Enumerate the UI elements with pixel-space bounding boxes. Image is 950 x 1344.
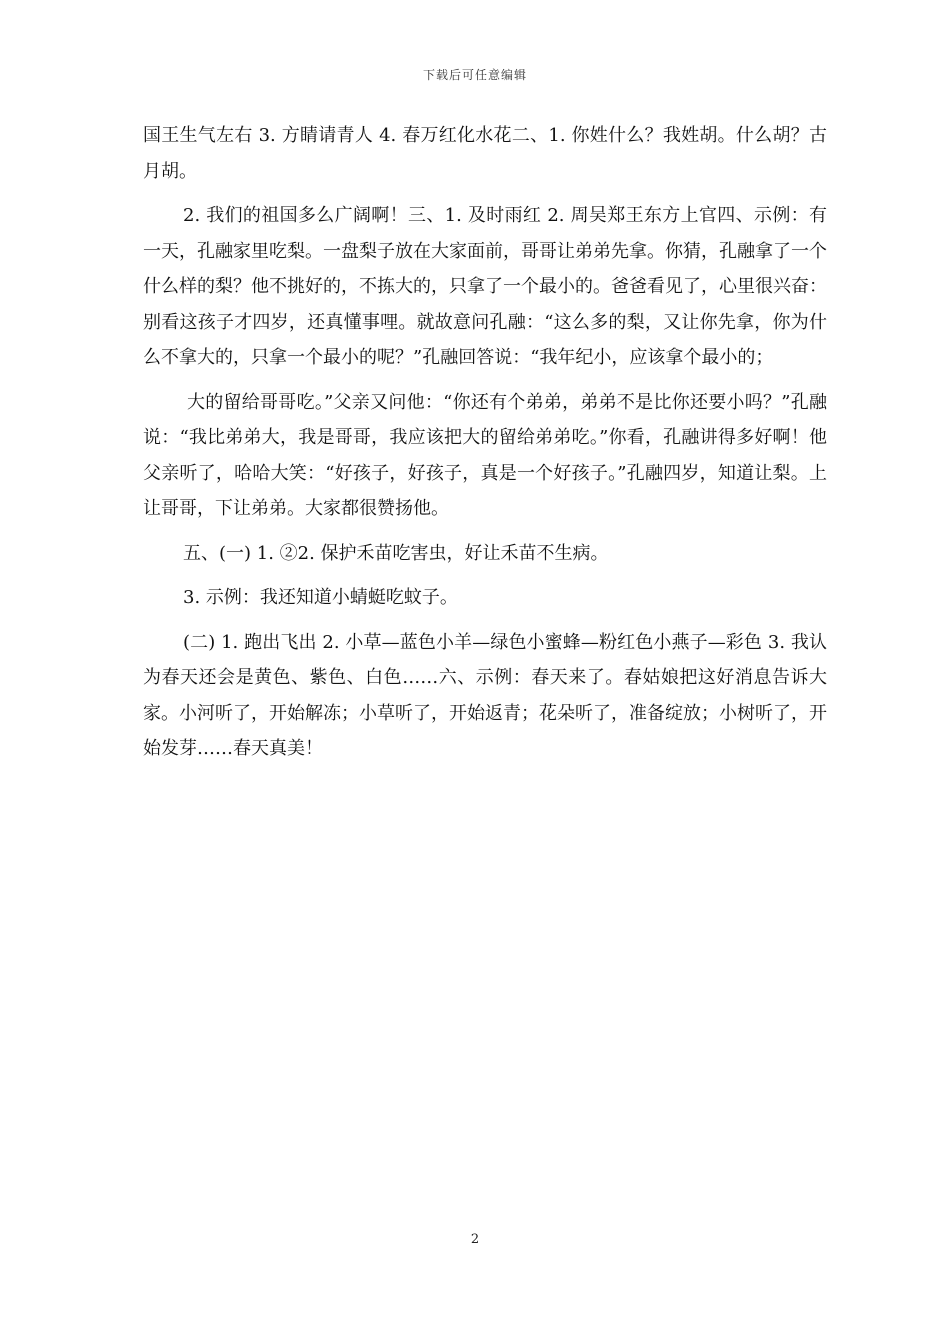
page-number: 2 — [470, 1232, 480, 1247]
paragraph-4: 五、(一) 1. ②2. 保护禾苗吃害虫，好让禾苗不生病。 — [183, 542, 609, 564]
paragraph-3: 大的留给哥哥吃。”父亲又问他：“你还有个弟弟，弟弟不是比你还要小吗？”孔融说：“我比弟弟大，我是哥哥，我应该把大的留给弟弟吃。”你看，孔融讲得多好啊！他父亲听了，哈哈大笑：“好孩子，好孩子，真是一个好孩子。”孔融四岁，知道让梨。上让哥哥，下让弟弟。大家都很赞扬他。 — [143, 391, 827, 519]
paragraph-6: (二) 1. 跑出飞出 2. 小草—蓝色小羊—绿色小蜜蜂—粉红色小燕子—彩色 3. 我认为春天还会是黄色、紫色、白色……六、示例：春天来了。春姑娘把这好消息告诉大家。小河听了，开始解冻；小草听了，开始返青；花朵听了，准备绽放；小树听了，开始发芽……春天真美！ — [143, 631, 827, 759]
paragraph-5: 3. 示例：我还知道小蜻蜓吃蚊子。 — [183, 587, 458, 608]
page-header: 下载后可任意编辑 — [422, 68, 527, 82]
paragraph-2: 2. 我们的祖国多么广阔啊！三、1. 及时雨红 2. 周吴郑王东方上官四、示例：有一天，孔融家里吃梨。一盘梨子放在大家面前，哥哥让弟弟先拿。你猜，孔融拿了一个什么样的梨？他不挑好的，不拣大的，只拿了一个最小的。爸爸看见了，心里很兴奋：别看这孩子才四岁，还真懂事哩。就故意问孔融：“这么多的梨，又让你先拿，你为什么不拿大的，只拿一个最小的呢？”孔融回答说：“我年纪小，应该拿个最小的； — [143, 205, 827, 368]
paragraph-1: 国王生气左右 3. 方睛请青人 4. 春万红化水花二、1. 你姓什么？我姓胡。什么胡？古月胡。 — [143, 125, 827, 182]
document-body — [143, 118, 827, 776]
